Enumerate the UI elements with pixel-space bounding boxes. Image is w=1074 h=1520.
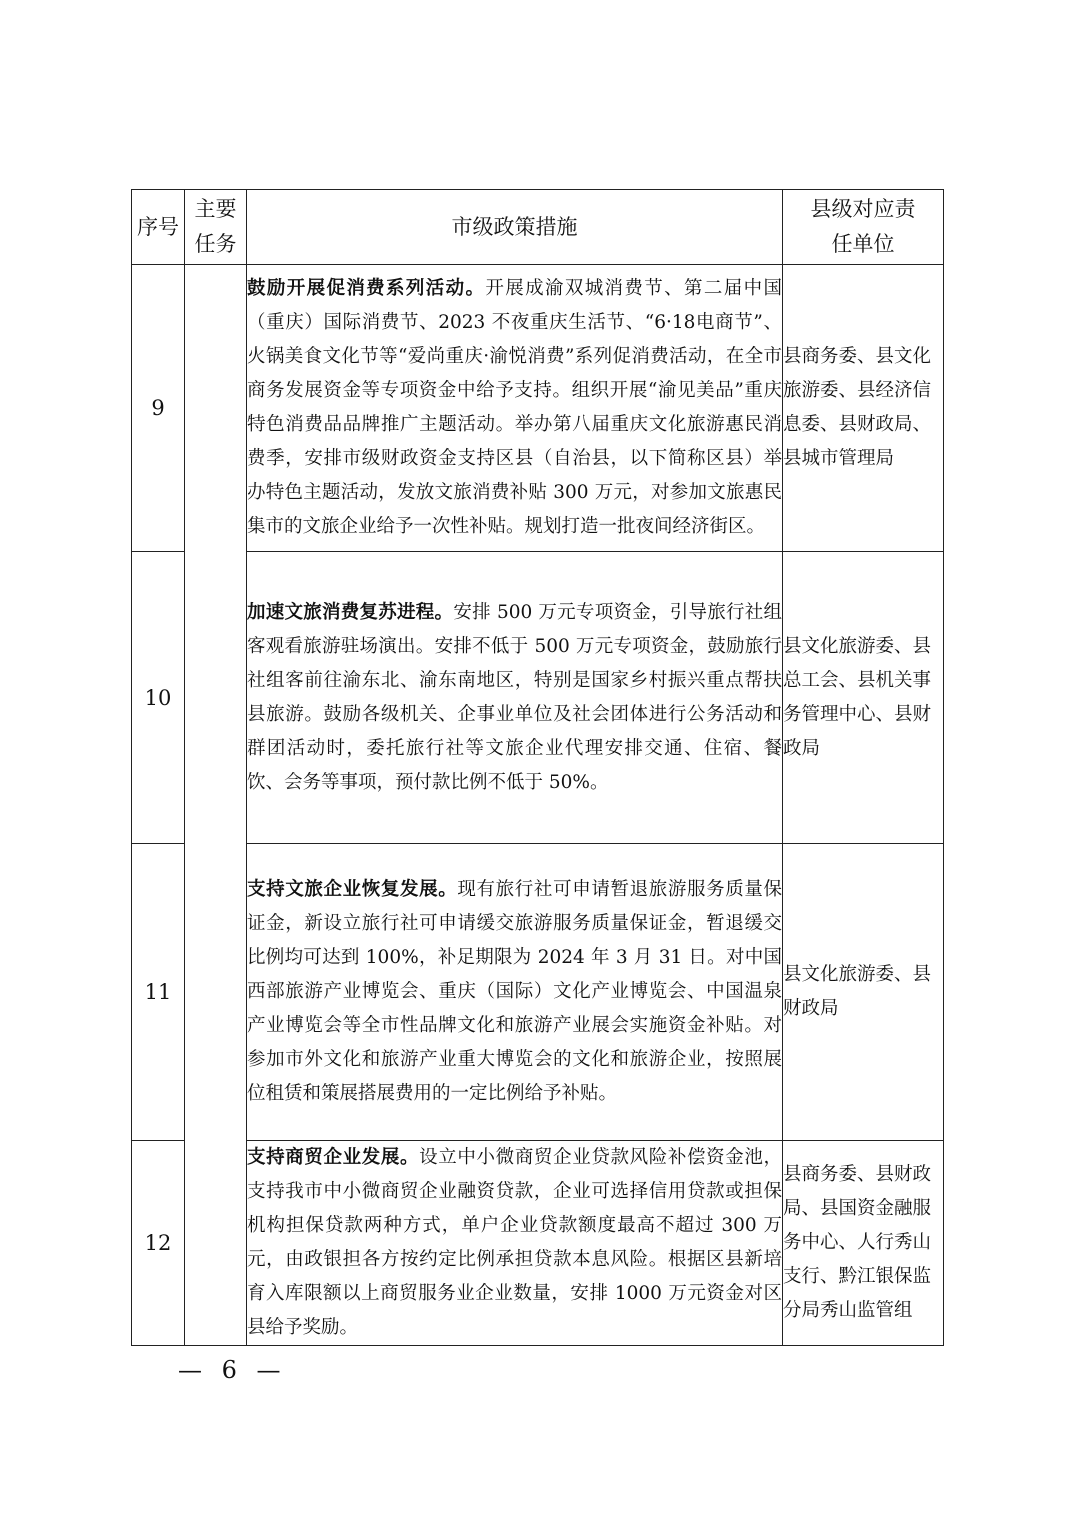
header-measure: 市级政策措施: [247, 190, 783, 265]
policy-table: [131, 189, 944, 1346]
responsible-unit: 县文化旅游委、县总工会、县机关事务管理中心、县财政局: [783, 552, 944, 844]
measure-body: 安排 500 万元专项资金，引导旅行社组客观看旅游驻场演出。安排不低于 500 万元专项资金，鼓励旅行社组客前往渝东北、渝东南地区，特别是国家乡村振兴重点帮扶县旅游。鼓励各级机关、企事业单位及社会团体进行公务活动和群团活动时，委托旅行社等文旅企业代理安排交通、住宿、餐饮、会务等事项，预付款比例不低于 50%。: [247, 601, 782, 793]
measure-body: 开展成渝双城消费节、第二届中国（重庆）国际消费节、2023 不夜重庆生活节、“6·18电商节”、火锅美食文化节等“爱尚重庆·渝悦消费”系列促消费活动，在全市商务发展资金等专项资金中给予支持。组织开展“渝见美品”重庆特色消费品品牌推广主题活动。举办第八届重庆文化旅游惠民消费季，安排市级财政资金支持区县（自治县，以下简称区县）举办特色主题活动，发放文旅消费补贴 300 万元，对参加文旅惠民集市的文旅企业给予一次性补贴。规划打造一批夜间经济街区。: [247, 278, 782, 537]
row-number: 12: [132, 1141, 185, 1346]
table-row: [132, 844, 944, 1141]
measure-body: 现有旅行社可申请暂退旅游服务质量保证金，新设立旅行社可申请缓交旅游服务质量保证金，暂退缓交比例均可达到 100%，补足期限为 2024 年 3 月 31 日。对中国西部旅游产业博览会、重庆（国际）文化产业博览会、中国温泉产业博览会等全市性品牌文化和旅游产业展会实施资金补贴。对参加市外文化和旅游产业重大博览会的文化和旅游企业，按照展位租赁和策展搭展费用的一定比例给予补贴。: [247, 879, 782, 1104]
policy-measure: [247, 844, 783, 1141]
measure-lead: 支持文旅企业恢复发展。: [247, 879, 458, 900]
header-task: 主要任务: [185, 190, 247, 265]
measure-body: 设立中小微商贸企业贷款风险补偿资金池，支持我市中小微商贸企业融资贷款，企业可选择信用贷款或担保机构担保贷款两种方式，单户企业贷款额度最高不超过 300 万元，由政银担各方按约定比例承担贷款本息风险。根据区县新培育入库限额以上商贸服务业企业数量，安排 1000 万元资金对区县给予奖励。: [247, 1147, 782, 1338]
row-number: 10: [132, 552, 185, 844]
page-number: — 6 —: [178, 1356, 287, 1384]
row-number: 11: [132, 844, 185, 1141]
header-no: 序号: [132, 190, 185, 265]
responsible-unit: 县文化旅游委、县财政局: [783, 844, 944, 1141]
measure-lead: 加速文旅消费复苏进程。: [247, 601, 454, 623]
policy-measure: [247, 552, 783, 844]
row-number: 9: [132, 265, 185, 552]
table-row: [132, 552, 944, 844]
table-row: [132, 265, 944, 552]
measure-lead: 支持商贸企业发展。: [247, 1147, 420, 1168]
header-unit: 县级对应责任单位: [783, 190, 944, 265]
table-row: [132, 1141, 944, 1346]
main-task-cell: [185, 265, 247, 1346]
policy-measure: [247, 1141, 783, 1346]
policy-measure: [247, 265, 783, 552]
measure-lead: 鼓励开展促消费系列活动。: [247, 278, 486, 299]
responsible-unit: 县商务委、县财政局、县国资金融服务中心、人行秀山支行、黔江银保监分局秀山监管组: [783, 1141, 944, 1346]
table-header-row: [132, 190, 944, 265]
responsible-unit: 县商务委、县文化旅游委、县经济信息委、县财政局、县城市管理局: [783, 265, 944, 552]
